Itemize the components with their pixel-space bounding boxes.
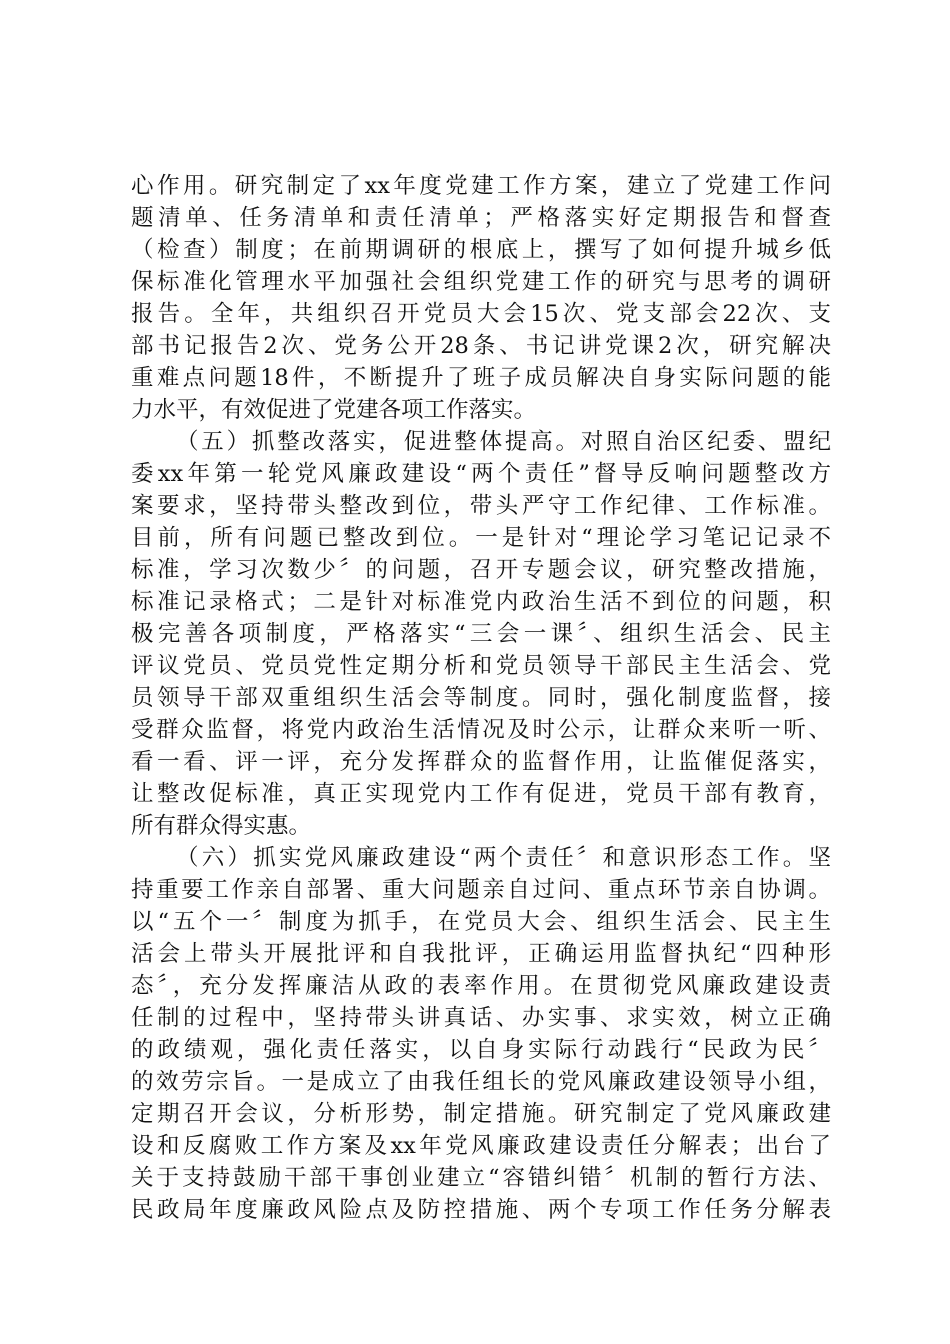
text-line: 定期召开会议，分析形势，制定措施。研究制定了党风廉政建 bbox=[131, 1101, 831, 1127]
text-line: 极完善各项制度，严格落实“三会一课〞、组织生活会、民主 bbox=[131, 621, 831, 647]
text-line: 关于支持鼓励干部干事创业建立“容错纠错〞机制的暂行方法、 bbox=[131, 1165, 831, 1191]
text-line: 心作用。研究制定了xx年度党建工作方案，建立了党建工作问 bbox=[131, 173, 831, 199]
text-line: 保标准化管理水平加强社会组织党建工作的研究与思考的调研 bbox=[131, 269, 831, 295]
text-line: 员领导干部双重组织生活会等制度。同时，强化制度监督，接 bbox=[131, 685, 831, 711]
text-line: 报告。全年，共组织召开党员大会15次、党支部会22次、支 bbox=[131, 301, 831, 327]
text-line: 任制的过程中，坚持带头讲真话、办实事、求实效，树立正确 bbox=[131, 1005, 831, 1031]
text-line: 力水平，有效促进了党建各项工作落实。 bbox=[131, 397, 537, 423]
paragraph-4-continuation bbox=[131, 170, 831, 426]
text-line: 重难点问题18件，不断提升了班子成员解决自身实际问题的能 bbox=[131, 365, 831, 391]
paragraph-5 bbox=[131, 426, 831, 842]
text-line: （五）抓整改落实，促进整体提高。对照自治区纪委、盟纪 bbox=[176, 429, 831, 455]
text-line: 受群众监督，将党内政治生活情况及时公示，让群众来听一听、 bbox=[131, 717, 831, 743]
text-line: 活会上带头开展批评和自我批评，正确运用监督执纪“四种形 bbox=[131, 941, 831, 967]
text-line: （检查）制度；在前期调研的根底上，撰写了如何提升城乡低 bbox=[131, 237, 831, 263]
paragraph-6 bbox=[131, 842, 831, 1226]
text-line: 以“五个一〞制度为抓手，在党员大会、组织生活会、民主生 bbox=[131, 909, 831, 935]
text-line: 目前，所有问题已整改到位。一是针对“理论学习笔记记录不 bbox=[131, 525, 831, 551]
text-line: 看一看、评一评，充分发挥群众的监督作用，让监催促落实， bbox=[131, 749, 831, 775]
text-line: 的政绩观，强化责任落实，以自身实际行动践行“民政为民〞 bbox=[131, 1037, 831, 1063]
text-line: 的效劳宗旨。一是成立了由我任组长的党风廉政建设领导小组， bbox=[131, 1069, 831, 1095]
text-line: （六）抓实党风廉政建设“两个责任〞和意识形态工作。坚 bbox=[176, 845, 831, 871]
text-line: 让整改促标准，真正实现党内工作有促进，党员干部有教育， bbox=[131, 781, 831, 807]
text-line: 案要求，坚持带头整改到位，带头严守工作纪律、工作标准。 bbox=[131, 493, 831, 519]
text-line: 评议党员、党员党性定期分析和党员领导干部民主生活会、党 bbox=[131, 653, 831, 679]
text-line: 委xx年第一轮党风廉政建设“两个责任”督导反响问题整改方 bbox=[131, 461, 831, 487]
body-text bbox=[131, 170, 831, 1226]
text-line: 题清单、任务清单和责任清单；严格落实好定期报告和督查 bbox=[131, 205, 831, 231]
text-line: 民政局年度廉政风险点及防控措施、两个专项工作任务分解表 bbox=[131, 1197, 831, 1223]
text-line: 标准，学习次数少〞的问题，召开专题会议，研究整改措施， bbox=[131, 557, 831, 583]
text-line: 持重要工作亲自部署、重大问题亲自过问、重点环节亲自协调。 bbox=[131, 877, 831, 903]
text-line: 标准记录格式；二是针对标准党内政治生活不到位的问题，积 bbox=[131, 589, 831, 615]
text-line: 态〞，充分发挥廉洁从政的表率作用。在贯彻党风廉政建设责 bbox=[131, 973, 831, 999]
text-line: 所有群众得实惠。 bbox=[131, 813, 312, 839]
text-line: 设和反腐败工作方案及xx年党风廉政建设责任分解表；出台了 bbox=[131, 1133, 831, 1159]
text-line: 部书记报告2次、党务公开28条、书记讲党课2次，研究解决 bbox=[131, 333, 831, 359]
